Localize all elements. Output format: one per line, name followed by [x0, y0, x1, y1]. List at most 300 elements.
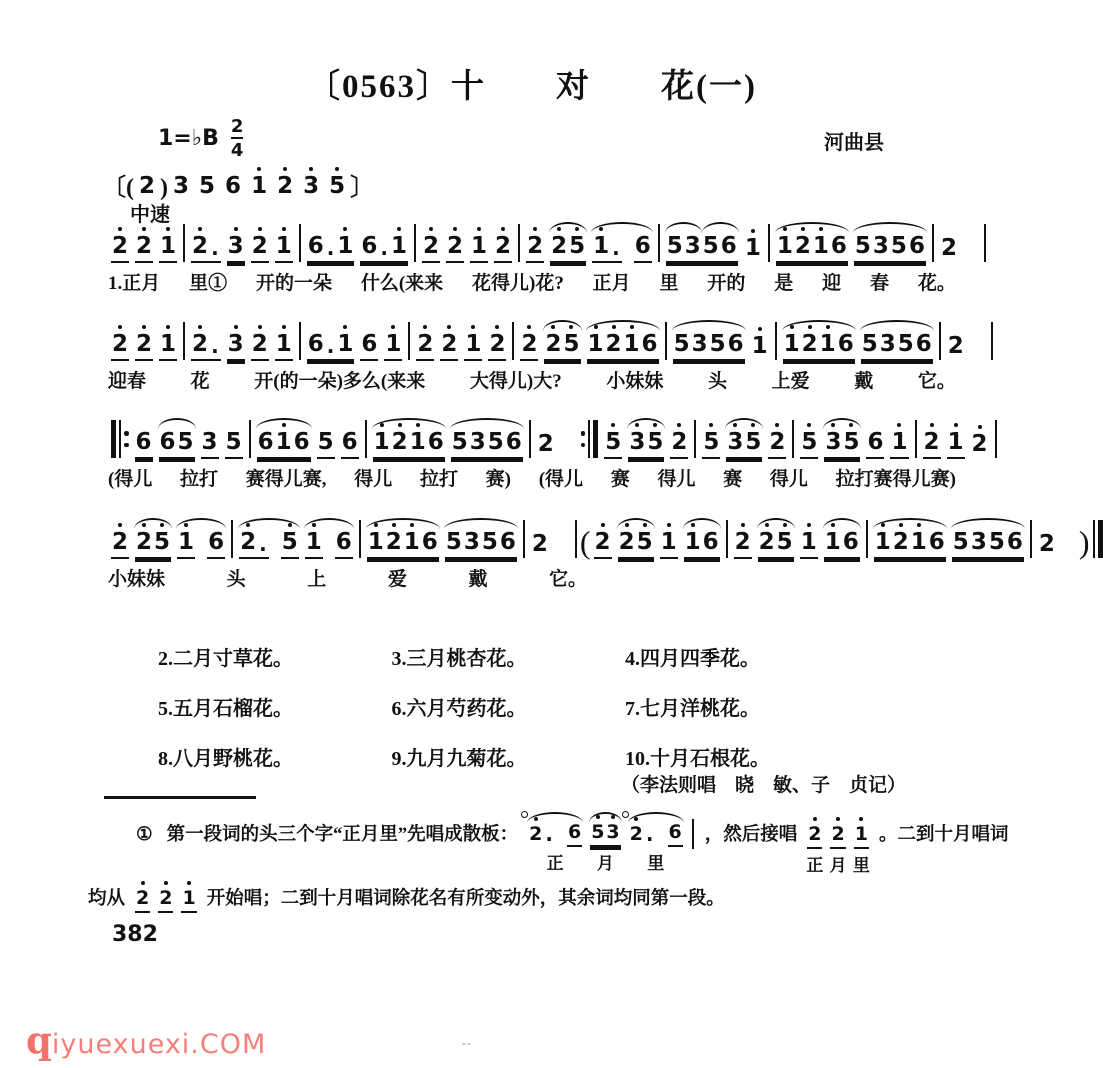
note-beam-group — [360, 333, 378, 361]
barline-stroke — [365, 420, 367, 458]
octave-dot-high — [643, 523, 647, 527]
note-beam-group — [135, 889, 150, 913]
note — [531, 518, 549, 559]
barline — [408, 321, 410, 361]
note-digit: 1 — [587, 333, 605, 356]
octave-dot-high — [813, 817, 817, 821]
octave-dot-high — [765, 523, 769, 527]
note-beam-group — [947, 335, 965, 361]
barline-stroke — [512, 322, 514, 360]
note-beam-group — [302, 175, 320, 201]
barline — [365, 419, 367, 459]
note-beam-group — [531, 533, 549, 559]
note-beam-group — [135, 431, 153, 459]
note-digit: 1 — [874, 531, 892, 554]
note-digit: 1 — [275, 235, 293, 258]
note — [275, 220, 293, 263]
octave-dot-high — [288, 523, 292, 527]
barline-stroke — [1030, 520, 1032, 558]
note-digit: 1 — [384, 333, 402, 356]
note-beam-group — [751, 335, 769, 361]
note-digit: 2 — [446, 235, 464, 258]
note-digit: 6 — [505, 429, 522, 455]
barline-stroke — [575, 520, 577, 558]
note-digit: 2 — [670, 431, 688, 454]
lyric-segment: 是 — [774, 273, 794, 294]
octave-dot-high — [447, 325, 451, 329]
augmentation-dot: . — [211, 334, 219, 358]
lyric-segment: 春 — [869, 273, 889, 294]
note-beam-group — [275, 333, 293, 361]
fermata-circle — [521, 811, 528, 818]
note-digit: 2 — [594, 531, 612, 554]
lyric-segment: 花得儿)花? — [472, 273, 564, 294]
note-beam-group — [341, 431, 359, 459]
footnote-text-1: 第一段词的头三个字“正月里”先唱成散板： — [166, 825, 519, 845]
slur-arc — [702, 222, 739, 233]
note — [726, 416, 762, 459]
note-digit: 2 — [251, 333, 269, 356]
note — [520, 318, 538, 361]
note-digit: 3 — [691, 331, 708, 357]
note-digit: 2 — [416, 333, 434, 356]
barline-stroke — [915, 420, 917, 458]
note-digit: 2 — [111, 531, 129, 554]
note — [224, 160, 242, 201]
note-digit: 1 — [390, 235, 408, 258]
footnote-notation-1 — [524, 810, 699, 874]
music-line-1 — [108, 220, 956, 263]
note — [138, 160, 156, 201]
note-digit: 1 — [660, 531, 678, 554]
music-text: 〔 — [102, 175, 126, 201]
song-title: 〔0563〕十 对 花(一) — [307, 69, 757, 105]
lyric-segment: 赛 — [610, 469, 630, 490]
barline-stroke — [249, 420, 251, 458]
note-beam-group — [618, 531, 654, 559]
footnote-note-group — [179, 876, 198, 937]
meter-denominator: 4 — [231, 137, 244, 161]
note-beam-group — [275, 235, 293, 263]
lyric-segment: 戴 — [468, 569, 488, 590]
note-digit: 5 — [861, 331, 878, 357]
note — [783, 318, 855, 361]
note-beam-group — [768, 431, 786, 459]
note-digit: 2 — [158, 889, 173, 908]
note-digit: 2 — [550, 235, 568, 258]
note — [592, 220, 652, 263]
note — [758, 516, 794, 559]
octave-dot-high — [611, 815, 615, 819]
page-number: 382 — [112, 922, 158, 947]
verse-9: 9.九月九菊花。 — [391, 748, 527, 770]
music-system-1 — [108, 220, 956, 295]
barline — [183, 321, 185, 361]
octave-dot-high — [569, 325, 573, 329]
octave-dot-high — [118, 227, 122, 231]
note — [940, 222, 958, 263]
note-beam-group — [824, 431, 860, 459]
barline-stroke — [768, 224, 770, 262]
note — [181, 876, 196, 913]
note-digit: 2 — [135, 333, 153, 356]
octave-dot-high — [634, 817, 638, 821]
watermark-q: q — [26, 1018, 52, 1062]
barline — [249, 419, 251, 459]
octave-dot-high — [398, 423, 402, 427]
note-digit: 5 — [487, 429, 504, 455]
key-and-meter — [158, 116, 243, 161]
barline-stroke — [414, 224, 416, 262]
note-beam-group — [488, 333, 506, 361]
octave-dot-high — [257, 167, 261, 171]
note-beam-group — [250, 175, 268, 201]
note-digit: 1 — [373, 431, 391, 454]
octave-dot-high — [343, 227, 347, 231]
note-digit: 5 — [445, 529, 462, 555]
note-digit: 1 — [751, 335, 769, 358]
note-digit: 6 — [257, 429, 274, 455]
slur-arc — [672, 320, 746, 331]
note-beam-group — [670, 431, 688, 459]
note-beam-group — [464, 333, 482, 361]
note-digit: 1 — [783, 333, 801, 356]
note-digit: 1 — [181, 889, 196, 908]
octave-dot-high — [282, 423, 286, 427]
lyric-segment: (得儿 — [538, 469, 584, 490]
lyrics-line-4 — [108, 564, 587, 591]
note-beam-group — [159, 333, 177, 361]
note-digit: 2 — [734, 531, 752, 554]
footnote-note-group — [828, 812, 847, 876]
slur-arc — [444, 518, 518, 529]
note-digit: 2 — [191, 333, 209, 356]
note-beam-group — [776, 235, 848, 263]
octave-dot-high — [118, 325, 122, 329]
note-beam-group — [594, 531, 612, 559]
octave-dot-high — [397, 227, 401, 231]
tempo-marking: 中速 — [130, 204, 170, 226]
note-digit: 1 — [336, 333, 354, 356]
note-beam-group — [111, 333, 129, 361]
note — [445, 516, 517, 559]
note-digit: 5 — [952, 529, 969, 555]
barline-stroke — [1098, 520, 1103, 558]
lyric-segment: 迎 — [822, 273, 842, 294]
intro-notes-row — [102, 160, 374, 201]
octave-dot-high — [599, 227, 603, 231]
octave-dot-high — [557, 227, 561, 231]
note-digit: 5 — [709, 331, 726, 357]
note-beam-group — [734, 531, 752, 559]
lyric-segment: 小妹妹 — [108, 569, 166, 590]
note — [373, 416, 445, 459]
note — [890, 416, 908, 459]
note-digit: 5 — [890, 233, 907, 259]
note — [451, 416, 523, 459]
note-digit: 2 — [251, 235, 269, 258]
note-beam-group — [111, 531, 129, 559]
note-beam-group — [224, 175, 242, 201]
augmentation-dot: . — [259, 532, 267, 556]
note-digit: 6 — [567, 821, 582, 843]
octave-dot-high — [596, 815, 600, 819]
note-digit: 5 — [673, 331, 690, 357]
note-beam-group — [135, 531, 171, 559]
barline — [995, 419, 997, 459]
octave-dot-high — [709, 423, 713, 427]
note-digit: 2 — [758, 531, 776, 554]
verse-10: 10.十月石根花。 — [625, 748, 770, 770]
note-digit: 1 — [819, 333, 837, 356]
octave-dot-high — [423, 325, 427, 329]
note — [488, 318, 506, 361]
note — [660, 516, 678, 559]
octave-dot-high — [751, 229, 755, 233]
note-digit: 1 — [910, 531, 928, 554]
note-beam-group — [335, 531, 353, 559]
barline — [658, 223, 660, 263]
note-digit: 3 — [469, 429, 486, 455]
note-digit: 6 — [341, 429, 358, 455]
lyric-segment: 里 — [659, 273, 679, 294]
note-digit: 6 — [830, 233, 847, 259]
barline — [692, 818, 694, 850]
barline-stroke — [588, 420, 590, 458]
lyric-segment: 迎春 — [108, 371, 147, 392]
barline — [932, 223, 934, 263]
slur-arc — [450, 418, 524, 429]
music-paren: ) — [1078, 524, 1090, 560]
note — [947, 416, 965, 459]
note-digit: 5 — [646, 431, 664, 454]
lyric-segment: 1.正月 — [108, 273, 161, 294]
footnote-lyric: 正 — [806, 856, 824, 875]
note-digit: 6 — [702, 529, 719, 555]
note-beam-group — [159, 431, 195, 459]
octave-dot-high — [118, 523, 122, 527]
note — [250, 160, 268, 201]
octave-dot-high — [783, 227, 787, 231]
note — [251, 318, 269, 361]
footnote-lyric: 里 — [647, 854, 665, 873]
slur-arc — [951, 518, 1025, 529]
slur-arc — [860, 320, 934, 331]
note-digit: 2 — [139, 173, 156, 199]
note-digit: 1 — [776, 235, 794, 258]
footnote-notes-row — [133, 876, 152, 913]
note-beam-group — [494, 235, 512, 263]
note-beam-group — [874, 531, 946, 559]
footnote-text-5: 开始唱；二到十月唱词除花名有所变动外，其余词均同第一段。 — [206, 889, 725, 909]
lyric-segment: 赛 — [723, 469, 743, 490]
verse-row — [158, 742, 850, 771]
note-beam-group — [923, 431, 941, 459]
note-digit: 3 — [970, 529, 987, 555]
note-digit: 1 — [824, 531, 842, 554]
note-beam-group — [191, 333, 221, 361]
note-digit: 5 — [317, 429, 334, 455]
note — [550, 220, 586, 263]
note-digit: 2 — [385, 531, 403, 554]
note-digit: 6 — [335, 529, 352, 555]
note-digit: 6 — [361, 233, 378, 259]
slur-arc — [683, 518, 721, 529]
octave-dot-high — [527, 325, 531, 329]
note-beam-group — [225, 431, 243, 459]
note-digit: 1 — [592, 235, 610, 258]
note-beam-group — [181, 889, 196, 913]
note — [604, 416, 622, 459]
note-beam-group — [702, 431, 720, 459]
footnote-note-group — [852, 812, 871, 876]
lyrics-line-3 — [108, 464, 956, 491]
note-beam-group — [537, 433, 555, 459]
lyric-segment: 正月 — [592, 273, 631, 294]
note — [684, 516, 720, 559]
note-beam-group — [629, 824, 656, 847]
note — [824, 516, 860, 559]
note — [225, 416, 243, 459]
note-digit: 1 — [684, 531, 702, 554]
note — [191, 220, 221, 263]
lyric-segment: 拉打赛得儿赛) — [835, 469, 956, 490]
octave-dot-high — [374, 523, 378, 527]
barline-stroke — [665, 322, 667, 360]
note — [824, 416, 860, 459]
note — [317, 416, 335, 459]
music-text: ( — [126, 175, 134, 201]
note-digit: 5 — [153, 531, 171, 554]
note-digit: 2 — [494, 235, 512, 258]
note-beam-group — [866, 431, 884, 459]
lyric-segment: 得儿 — [769, 469, 808, 490]
note-beam-group — [783, 333, 855, 361]
note-digit: 6 — [867, 429, 884, 455]
barline — [575, 519, 577, 559]
octave-dot-high — [282, 325, 286, 329]
note-digit: 6 — [837, 331, 854, 357]
note-digit: 1 — [305, 531, 323, 554]
barline — [792, 419, 794, 459]
slur-arc — [627, 418, 665, 429]
note-beam-group — [227, 235, 245, 263]
note — [307, 220, 355, 263]
note — [227, 220, 245, 263]
barline-stroke — [995, 420, 997, 458]
note-beam-group — [634, 235, 652, 263]
note — [360, 220, 408, 263]
note-digit: 6 — [928, 529, 945, 555]
meter-numerator: 2 — [230, 116, 244, 137]
key-signature: 1=♭B — [158, 126, 219, 151]
note-beam-group — [854, 235, 926, 263]
octave-dot-high — [166, 227, 170, 231]
note-digit: 5 — [199, 173, 216, 199]
note-digit: 2 — [807, 825, 822, 844]
octave-dot-high — [881, 523, 885, 527]
barline — [359, 519, 361, 559]
note-beam-group — [628, 431, 664, 459]
note-digit: 2 — [135, 889, 150, 908]
note-digit: 1 — [250, 175, 268, 198]
footnote-marker: ① — [136, 825, 153, 845]
note — [135, 416, 153, 459]
footnote-line-2 — [88, 876, 1034, 937]
note-digit: 3 — [605, 823, 620, 842]
octave-dot-high — [897, 423, 901, 427]
octave-dot-high — [783, 523, 787, 527]
note — [158, 876, 173, 913]
note-digit: 2 — [520, 333, 538, 356]
note-digit: 5 — [177, 429, 194, 455]
note-beam-group — [416, 333, 434, 361]
barline-stroke — [658, 224, 660, 262]
barline — [299, 223, 301, 263]
augmentation-dot: . — [326, 236, 335, 260]
note-digit: 6 — [159, 429, 176, 455]
note-digit: 6 — [208, 529, 225, 555]
barline-stroke — [792, 420, 794, 458]
note-beam-group — [111, 235, 129, 263]
slur-arc — [823, 518, 861, 529]
footnote-notes-row — [852, 812, 871, 849]
note-digit: 6 — [908, 233, 925, 259]
octave-dot-high — [691, 523, 695, 527]
note-digit: 2 — [135, 531, 153, 554]
note-digit: 2 — [488, 333, 506, 356]
note-beam-group — [824, 531, 860, 559]
augmentation-dot: . — [645, 822, 654, 846]
note-beam-group — [440, 333, 458, 361]
footnote-lyric: 月 — [596, 854, 614, 873]
footnote-text-3: 。二到十月唱词 — [878, 825, 1009, 845]
note-beam-group — [758, 531, 794, 559]
note-beam-group — [544, 333, 580, 361]
note-beam-group — [307, 235, 355, 263]
note — [751, 320, 769, 361]
octave-dot-high — [917, 523, 921, 527]
footnote-lyric: 正 — [546, 854, 564, 873]
note-beam-group — [940, 237, 958, 263]
footnote-note-group — [689, 818, 697, 874]
slur-arc — [853, 222, 927, 233]
note-digit: 2 — [923, 431, 941, 454]
octave-dot-high — [258, 227, 262, 231]
octave-dot-high — [160, 523, 164, 527]
note — [341, 416, 359, 459]
note-beam-group — [952, 531, 1024, 559]
note-digit: 5 — [451, 429, 468, 455]
note — [440, 318, 458, 361]
octave-dot-high — [930, 423, 934, 427]
barline-stroke — [1093, 520, 1095, 558]
note-digit: 2 — [544, 333, 562, 356]
note-digit: 3 — [173, 173, 190, 199]
note-beam-group — [587, 333, 659, 361]
barline — [775, 321, 777, 361]
octave-dot-high — [601, 523, 605, 527]
augmentation-dot: . — [326, 334, 335, 358]
lyric-segment: 上爱 — [771, 371, 810, 392]
note-digit: 2 — [830, 825, 845, 844]
note-digit: 2 — [440, 333, 458, 356]
lyric-segment: 拉打 — [180, 469, 219, 490]
note-beam-group — [971, 433, 989, 459]
note — [305, 516, 353, 559]
octave-dot-high — [429, 227, 433, 231]
octave-dot-high — [187, 881, 191, 885]
